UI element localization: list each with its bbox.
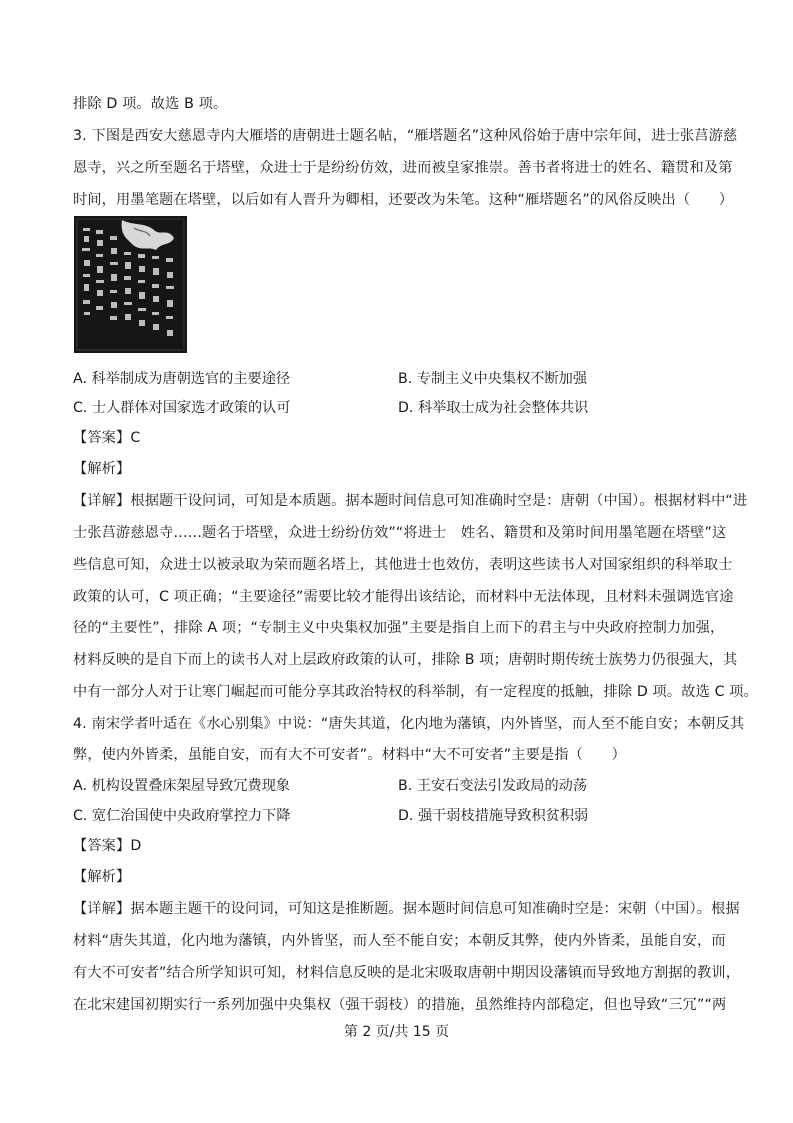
q3-option-d: D. 科举取士成为社会整体共识 bbox=[398, 400, 589, 416]
question-4-stem: 4. 南宋学者叶适在《水心别集》中说：“唐失其道，化内地为藩镇，内外皆坚，而人至不能自安；本朝反其 bbox=[73, 716, 745, 732]
question-3-stem: 时间，用墨笔题在塔壁，以后如有人晋升为卿相，还要改为朱笔。这种“雁塔题名”的风俗反映出（ ） bbox=[73, 192, 734, 208]
q3-detail: 士张莒游慈恩寺……题名于塔壁，众进士纷纷仿效”“将进士 姓名、籍贯和及第时间用墨笔题在塔壁”这 bbox=[73, 525, 727, 541]
q4-detail: 有大不可安者”结合所学知识可知，材料信息反映的是北宋吸取唐朝中期因设藩镇而导致地方割据的教训， bbox=[73, 965, 741, 981]
q4-option-d: D. 强干弱枝措施导致积贫积弱 bbox=[398, 808, 589, 824]
q3-detail: 中有一部分人对于让寒门崛起而可能分享其政治特权的科举制，有一定程度的抵触，排除 D 项。故选 C 项。 bbox=[73, 684, 758, 700]
q3-detail: 些信息可知，众进士以被录取为荣而题名塔上，其他进士也效仿，表明这些读书人对国家组织的科举取士 bbox=[73, 557, 733, 573]
text-line: 排除 D 项。故选 B 项。 bbox=[73, 96, 228, 112]
q4-option-c: C. 宽仁治国使中央政府掌控力下降 bbox=[73, 808, 291, 824]
question-3-stem: 恩寺，兴之所至题名于塔壁，众进士于是纷纷仿效，进而被皇家推崇。善书者将进士的姓名、籍贯和及第 bbox=[73, 160, 733, 176]
q3-detail: 材料反映的是自下而上的读书人对上层政府政策的认可，排除 B 项；唐朝时期传统士族势力仍很强大，其 bbox=[73, 652, 738, 668]
q3-option-b: B. 专制主义中央集权不断加强 bbox=[398, 371, 588, 387]
q3-analysis-heading: 【解析】 bbox=[73, 461, 131, 477]
stele-rubbing-image bbox=[74, 216, 187, 353]
q3-answer: 【答案】C bbox=[73, 430, 141, 446]
q4-detail: 【详解】据本题主题干的设问词，可知这是推断题。据本题时间信息可知准确时空是：宋朝（中国）。根据 bbox=[73, 901, 740, 917]
q4-option-a: A. 机构设置叠床架屋导致冗费现象 bbox=[73, 778, 291, 794]
page-footer: 第 2 页/共 15 页 bbox=[343, 1024, 450, 1040]
q3-option-a: A. 科举制成为唐朝选官的主要途径 bbox=[73, 371, 291, 387]
question-4-stem: 弊，使内外皆柔，虽能自安，而有大不可安者”。材料中“大不可安者”主要是指（ ） bbox=[73, 747, 626, 763]
question-3-stem: 3. 下图是西安大慈恩寺内大雁塔的唐朝进士题名帖，“雁塔题名”这种风俗始于唐中宗年间，进士张莒游慈 bbox=[73, 128, 738, 144]
q4-detail: 材料“唐失其道，化内地为藩镇，内外皆坚，而人至不能自安；本朝反其弊，使内外皆柔，虽能自安，而 bbox=[73, 933, 726, 949]
q3-detail: 【详解】根据题干设问词，可知是本质题。据本题时间信息可知准确时空是：唐朝（中国）。根据材料中“进 bbox=[73, 493, 748, 509]
q4-option-b: B. 王安石变法引发政局的动荡 bbox=[398, 778, 588, 794]
q3-option-c: C. 士人群体对国家选才政策的认可 bbox=[73, 400, 291, 416]
q4-analysis-heading: 【解析】 bbox=[73, 869, 131, 885]
q3-detail: 径的“主要性”，排除 A 项；“专制主义中央集权加强”主要是指自上而下的君主与中央政府控制力加强， bbox=[73, 620, 725, 636]
q4-answer: 【答案】D bbox=[73, 838, 142, 854]
q4-detail: 在北宋建国初期实行一系列加强中央集权（强干弱枝）的措施，虽然维持内部稳定，但也导致“三冗”“两 bbox=[73, 997, 727, 1013]
q3-detail: 政策的认可，C 项正确；“主要途径”需要比较才能得出该结论，而材料中无法体现，且材料未强调选官途 bbox=[73, 589, 734, 605]
